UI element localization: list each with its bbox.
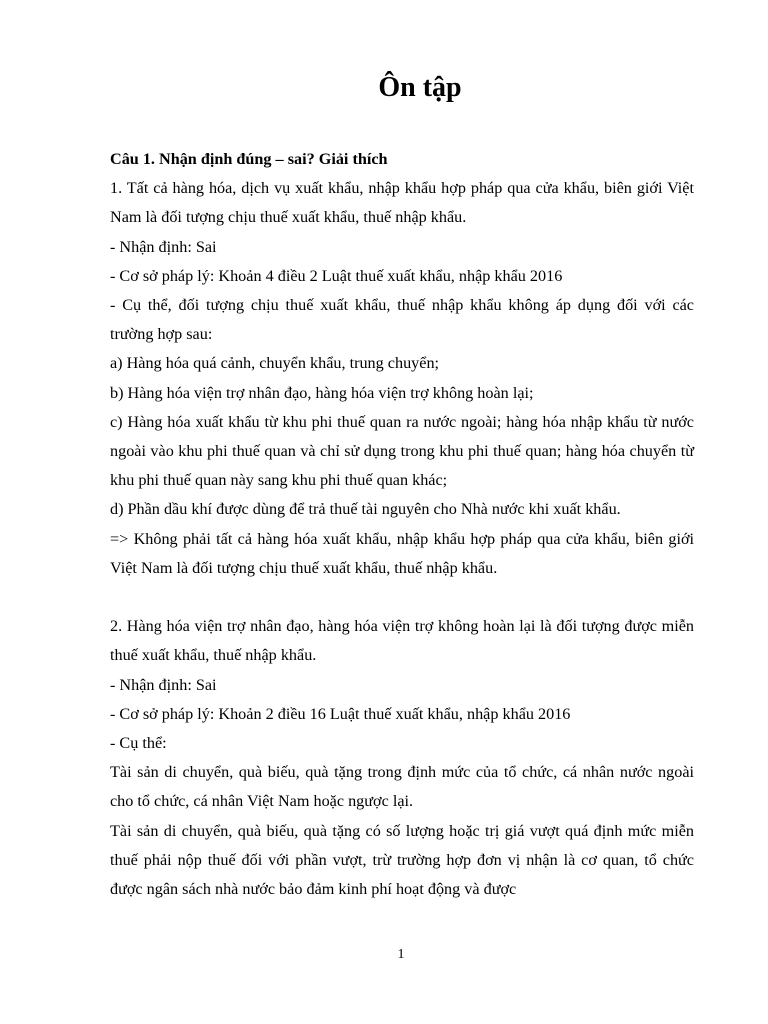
q1-conclusion: => Không phải tất cả hàng hóa xuất khẩu, nhập khẩu hợp pháp qua cửa khẩu, biên giới Việt Nam là đối tượng chịu thuế xuất khẩu, thuế nhập khẩu. <box>110 529 694 577</box>
page-title: Ôn tập <box>378 72 462 103</box>
document-body <box>110 145 694 904</box>
paragraph-spacer <box>110 583 694 612</box>
q1-item-b: b) Hàng hóa viện trợ nhân đạo, hàng hóa viện trợ không hoàn lại; <box>110 383 534 402</box>
q2-paragraph-2: Tài sản di chuyển, quà biếu, quà tặng có số lượng hoặc trị giá vượt quá định mức miễn thuế phải nộp thuế đối với phần vượt, trừ trường hợp đơn vị nhận là cơ quan, tổ chức được ngân sách nhà nước bảo đảm kinh phí hoạt động và được <box>110 821 694 899</box>
page-number: 1 <box>397 947 405 962</box>
q1-detail: - Cụ thể, đối tượng chịu thuế xuất khẩu, thuế nhập khẩu không áp dụng đối với các trường hợp sau: <box>110 296 694 344</box>
q2-paragraph-1: Tài sản di chuyển, quà biếu, quà tặng trong định mức của tổ chức, cá nhân nước ngoài cho tổ chức, cá nhân Việt Nam hoặc ngược lại. <box>110 763 694 811</box>
q1-legal-basis: - Cơ sở pháp lý: Khoản 4 điều 2 Luật thuế xuất khẩu, nhập khẩu 2016 <box>110 266 563 285</box>
q2-legal-basis: - Cơ sở pháp lý: Khoản 2 điều 16 Luật thuế xuất khẩu, nhập khẩu 2016 <box>110 704 571 723</box>
q2-statement: 2. Hàng hóa viện trợ nhân đạo, hàng hóa viện trợ không hoàn lại là đối tượng được miễn thuế xuất khẩu, thuế nhập khẩu. <box>110 617 694 665</box>
q2-detail: - Cụ thể: <box>110 734 167 753</box>
q2-verdict: - Nhận định: Sai <box>110 675 217 694</box>
q1-verdict: - Nhận định: Sai <box>110 237 217 256</box>
section-heading: Câu 1. Nhận định đúng – sai? Giải thích <box>110 150 388 168</box>
q1-item-a: a) Hàng hóa quá cảnh, chuyển khẩu, trung chuyển; <box>110 354 440 373</box>
q1-item-c: c) Hàng hóa xuất khẩu từ khu phi thuế quan ra nước ngoài; hàng hóa nhập khẩu từ nước ngoài vào khu phi thuế quan và chỉ sử dụng trong khu phi thuế quan; hàng hóa chuyển từ khu phi thuế quan này sang khu phi thuế quan khác; <box>110 412 694 490</box>
q1-statement: 1. Tất cả hàng hóa, dịch vụ xuất khẩu, nhập khẩu hợp pháp qua cửa khẩu, biên giới Việt Nam là đối tượng chịu thuế xuất khẩu, thuế nhập khẩu. <box>110 179 694 227</box>
q1-item-d: d) Phần dầu khí được dùng để trả thuế tài nguyên cho Nhà nước khi xuất khẩu. <box>110 500 621 519</box>
